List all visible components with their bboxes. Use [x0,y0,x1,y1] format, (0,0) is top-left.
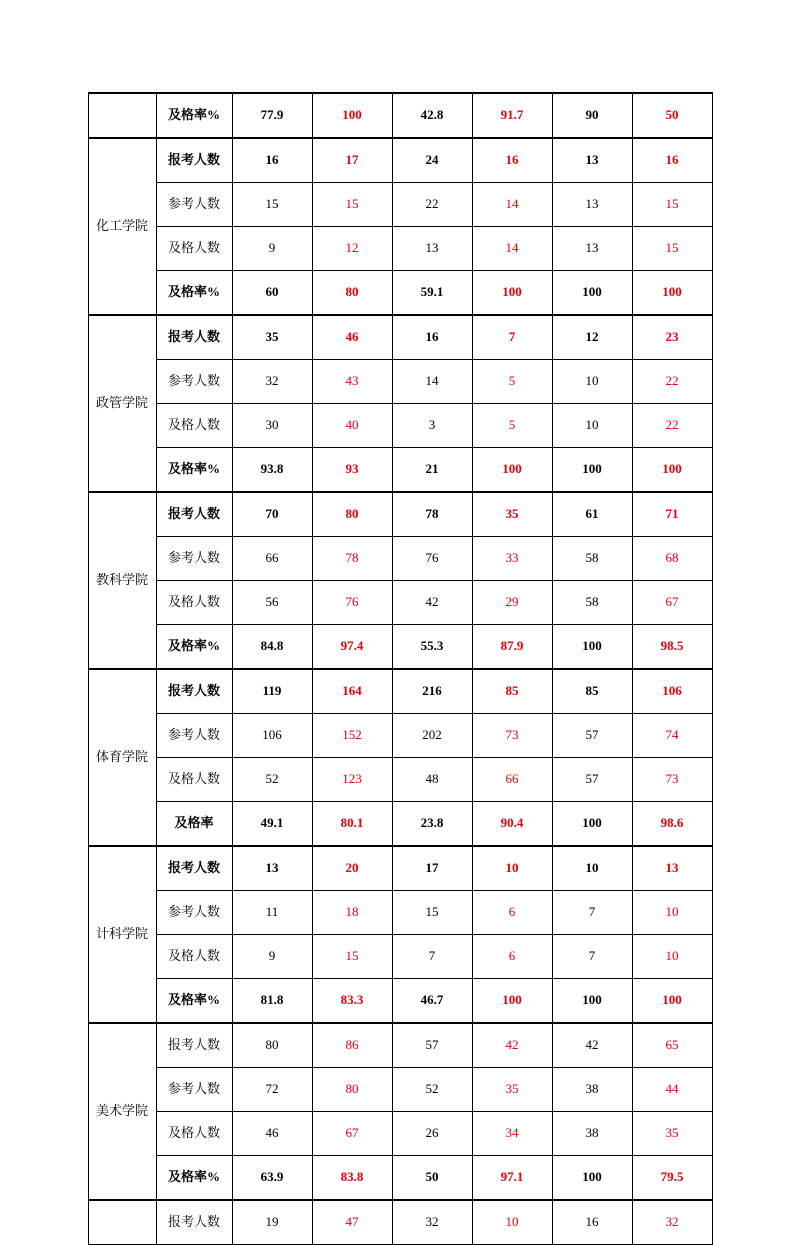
table-cell: 97.4 [312,625,392,670]
table-cell: 67 [632,581,712,625]
table-cell: 59.1 [392,271,472,316]
college-label: 美术学院 [88,1023,156,1200]
table-cell: 80 [312,271,392,316]
table-cell: 73 [632,758,712,802]
row-header: 参考人数 [156,891,232,935]
table-cell: 13 [632,846,712,891]
table-cell: 50 [632,93,712,138]
table-cell: 32 [632,1200,712,1245]
table-row [88,891,712,935]
table-cell: 58 [552,537,632,581]
row-header: 及格率 [156,802,232,847]
table-cell: 100 [552,625,632,670]
table-cell: 7 [552,935,632,979]
row-header: 及格率% [156,271,232,316]
table-cell: 14 [392,360,472,404]
table-row [88,315,712,360]
table-cell: 86 [312,1023,392,1068]
table-cell: 77.9 [232,93,312,138]
table-cell: 81.8 [232,979,312,1024]
table-row [88,1023,712,1068]
table-cell: 80 [232,1023,312,1068]
row-header: 报考人数 [156,669,232,714]
table-cell: 85 [552,669,632,714]
table-body [88,93,712,1245]
table-cell: 78 [312,537,392,581]
table-cell: 22 [632,360,712,404]
table-cell: 40 [312,404,392,448]
table-cell: 35 [472,1068,552,1112]
table-cell: 10 [552,846,632,891]
table-cell: 15 [632,183,712,227]
table-cell: 202 [392,714,472,758]
table-cell: 63.9 [232,1156,312,1201]
table-cell: 100 [552,448,632,493]
table-cell: 10 [472,1200,552,1245]
table-row [88,93,712,138]
table-cell: 22 [392,183,472,227]
table-cell: 33 [472,537,552,581]
table-cell: 100 [632,979,712,1024]
statistics-table [88,92,713,1245]
table-cell: 100 [632,448,712,493]
table-row [88,1200,712,1245]
table-cell: 15 [312,935,392,979]
table-row [88,183,712,227]
table-cell: 42 [552,1023,632,1068]
table-cell: 46.7 [392,979,472,1024]
table-cell: 80 [312,1068,392,1112]
table-cell: 61 [552,492,632,537]
table-cell: 47 [312,1200,392,1245]
table-cell: 87.9 [472,625,552,670]
row-header: 及格人数 [156,758,232,802]
table-row [88,1068,712,1112]
table-cell: 15 [312,183,392,227]
row-header: 报考人数 [156,1023,232,1068]
table-cell: 10 [552,360,632,404]
table-cell: 13 [552,227,632,271]
table-cell: 13 [552,183,632,227]
table-cell: 42 [392,581,472,625]
table-cell: 13 [552,138,632,183]
row-header: 参考人数 [156,360,232,404]
table-cell: 66 [472,758,552,802]
table-cell: 5 [472,360,552,404]
table-row [88,802,712,847]
table-cell: 56 [232,581,312,625]
table-cell: 15 [392,891,472,935]
table-cell: 100 [632,271,712,316]
table-cell: 42.8 [392,93,472,138]
table-cell: 98.5 [632,625,712,670]
row-header: 及格人数 [156,935,232,979]
table-cell: 83.8 [312,1156,392,1201]
table-cell: 68 [632,537,712,581]
table-cell: 58 [552,581,632,625]
row-header: 及格率% [156,448,232,493]
table-cell: 93.8 [232,448,312,493]
table-cell: 100 [552,802,632,847]
table-cell: 14 [472,227,552,271]
table-cell: 16 [392,315,472,360]
table-cell: 43 [312,360,392,404]
table-cell: 100 [552,271,632,316]
table-cell: 65 [632,1023,712,1068]
table-cell: 22 [632,404,712,448]
college-label: 体育学院 [88,669,156,846]
table-cell: 216 [392,669,472,714]
table-cell: 10 [632,935,712,979]
table-row [88,935,712,979]
table-cell: 15 [232,183,312,227]
table-cell: 100 [472,271,552,316]
table-cell: 152 [312,714,392,758]
table-cell: 48 [392,758,472,802]
table-cell: 9 [232,935,312,979]
table-cell: 35 [232,315,312,360]
table-cell: 19 [232,1200,312,1245]
table-cell: 20 [312,846,392,891]
row-header: 报考人数 [156,138,232,183]
row-header: 及格率% [156,1156,232,1201]
table-row [88,492,712,537]
table-row [88,581,712,625]
table-cell: 6 [472,935,552,979]
table-cell: 79.5 [632,1156,712,1201]
college-label: 教科学院 [88,492,156,669]
table-cell: 24 [392,138,472,183]
row-header: 参考人数 [156,714,232,758]
table-cell: 106 [232,714,312,758]
table-cell: 38 [552,1112,632,1156]
table-cell: 15 [632,227,712,271]
table-cell: 119 [232,669,312,714]
table-cell: 164 [312,669,392,714]
table-cell: 44 [632,1068,712,1112]
table-cell: 55.3 [392,625,472,670]
table-cell: 97.1 [472,1156,552,1201]
table-cell: 34 [472,1112,552,1156]
table-cell: 100 [472,448,552,493]
table-cell: 9 [232,227,312,271]
table-cell: 93 [312,448,392,493]
row-header: 及格率% [156,625,232,670]
row-header: 报考人数 [156,492,232,537]
table-cell: 13 [392,227,472,271]
row-header: 参考人数 [156,537,232,581]
table-cell: 14 [472,183,552,227]
table-cell: 66 [232,537,312,581]
table-cell: 3 [392,404,472,448]
table-cell: 76 [312,581,392,625]
table-cell: 78 [392,492,472,537]
table-cell: 12 [552,315,632,360]
table-row [88,138,712,183]
table-cell: 12 [312,227,392,271]
row-header: 及格人数 [156,227,232,271]
table-row [88,227,712,271]
table-cell: 100 [312,93,392,138]
table-cell: 49.1 [232,802,312,847]
table-cell: 57 [392,1023,472,1068]
row-header: 参考人数 [156,183,232,227]
table-cell: 11 [232,891,312,935]
row-header: 及格率% [156,979,232,1024]
table-cell: 17 [392,846,472,891]
table-cell: 32 [232,360,312,404]
table-row [88,360,712,404]
row-header: 报考人数 [156,846,232,891]
table-cell: 52 [232,758,312,802]
table-cell: 80.1 [312,802,392,847]
table-row [88,758,712,802]
table-cell: 46 [312,315,392,360]
table-row [88,714,712,758]
table-cell: 7 [552,891,632,935]
table-cell: 90 [552,93,632,138]
table-cell: 71 [632,492,712,537]
table-cell: 50 [392,1156,472,1201]
table-cell: 23.8 [392,802,472,847]
table-row [88,625,712,670]
table-cell: 38 [552,1068,632,1112]
table-cell: 13 [232,846,312,891]
table-cell: 100 [472,979,552,1024]
table-cell: 76 [392,537,472,581]
table-cell: 10 [632,891,712,935]
table-cell: 100 [552,979,632,1024]
table-cell: 123 [312,758,392,802]
table-row [88,448,712,493]
table-cell: 70 [232,492,312,537]
table-cell: 72 [232,1068,312,1112]
table-cell: 26 [392,1112,472,1156]
table-cell: 106 [632,669,712,714]
table-row [88,846,712,891]
row-header: 及格人数 [156,404,232,448]
table-cell: 74 [632,714,712,758]
table-cell: 16 [552,1200,632,1245]
table-cell: 60 [232,271,312,316]
table-cell: 90.4 [472,802,552,847]
table-row [88,271,712,316]
college-label [88,1200,156,1245]
table-cell: 16 [232,138,312,183]
table-cell: 10 [472,846,552,891]
college-label [88,93,156,138]
row-header: 及格率% [156,93,232,138]
table-cell: 100 [552,1156,632,1201]
table-row [88,1112,712,1156]
table-cell: 32 [392,1200,472,1245]
table-cell: 18 [312,891,392,935]
row-header: 参考人数 [156,1068,232,1112]
table-cell: 83.3 [312,979,392,1024]
table-cell: 17 [312,138,392,183]
college-label: 计科学院 [88,846,156,1023]
table-cell: 30 [232,404,312,448]
table-cell: 16 [472,138,552,183]
table-cell: 80 [312,492,392,537]
table-cell: 7 [472,315,552,360]
table-cell: 57 [552,758,632,802]
table-cell: 21 [392,448,472,493]
table-cell: 7 [392,935,472,979]
table-cell: 91.7 [472,93,552,138]
table-cell: 35 [632,1112,712,1156]
table-cell: 35 [472,492,552,537]
table-cell: 23 [632,315,712,360]
table-row [88,404,712,448]
table-cell: 6 [472,891,552,935]
table-cell: 84.8 [232,625,312,670]
college-label: 化工学院 [88,138,156,315]
table-row [88,669,712,714]
table-cell: 98.6 [632,802,712,847]
row-header: 报考人数 [156,1200,232,1245]
table-cell: 16 [632,138,712,183]
table-cell: 5 [472,404,552,448]
table-cell: 67 [312,1112,392,1156]
table-cell: 52 [392,1068,472,1112]
table-row [88,979,712,1024]
table-cell: 57 [552,714,632,758]
table-row [88,537,712,581]
table-cell: 42 [472,1023,552,1068]
row-header: 及格人数 [156,1112,232,1156]
table-row [88,1156,712,1201]
table-cell: 46 [232,1112,312,1156]
row-header: 及格人数 [156,581,232,625]
table-cell: 29 [472,581,552,625]
table-cell: 73 [472,714,552,758]
table-cell: 10 [552,404,632,448]
college-label: 政管学院 [88,315,156,492]
row-header: 报考人数 [156,315,232,360]
table-cell: 85 [472,669,552,714]
